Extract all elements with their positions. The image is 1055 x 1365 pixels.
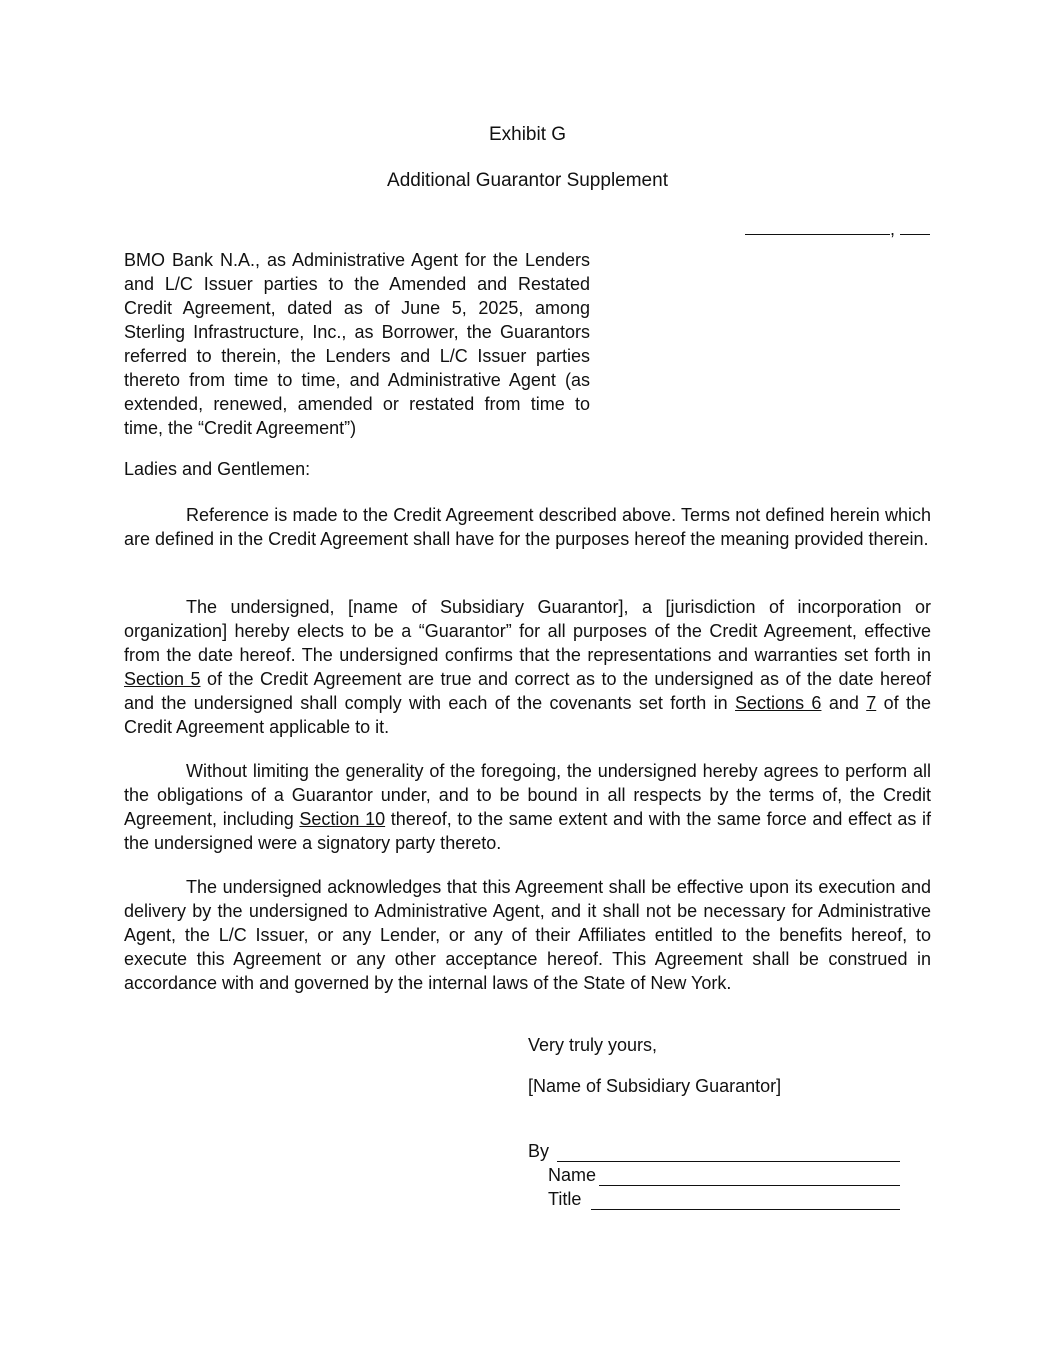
name-line [548,1165,596,1186]
paragraph-text: of the Credit Agreement are true and correct as to the undersigned as of the date hereof and the undersigned shall comply with each of the covenants set forth in [124,669,931,713]
date-line [745,216,930,240]
sections-6-reference: Sections 6 [735,693,822,713]
by-label: By [528,1141,550,1161]
paragraph-effectiveness: The undersigned acknowledges that this Agreement shall be effective upon its execution and delivery by the undersigned to Administrative Agent, and it shall not be necessary for Administrative Agent, the L/C Issuer, or any Lender, or any of their Affiliates entitled to the benefits hereof, to execute this Agreement or any other acceptance hereof. This Agreement shall be construed in accordance with and governed by the internal laws of the State of New York. [124,877,931,993]
section-10-reference: Section 10 [299,809,386,829]
exhibit-title: Exhibit G [488,124,567,145]
section-5-reference: Section 5 [124,669,201,689]
signatory-entity: [Name of Subsidiary Guarantor] [528,1076,782,1096]
year-blank [900,216,930,235]
date-separator: , [890,219,896,239]
paragraph-obligations [124,759,931,855]
date-blank [745,216,890,235]
name-label: Name [548,1165,597,1185]
paragraph-election [124,595,931,739]
paragraph-text: The undersigned, [name of Subsidiary Guarantor], a [jurisdiction of incorporation or organization] hereby elects to be a “Guarantor” for all purposes of the Credit Agreement, effective from the date hereof. The undersigned confirms that the representations and warranties set forth in [124,597,931,665]
paragraph-text: of the Credit Agreement applicable to it. [124,693,931,737]
title-line [548,1189,581,1210]
closing: Very truly yours, [528,1035,658,1055]
section-7-reference: 7 [866,693,877,713]
by-line [528,1141,549,1162]
salutation: Ladies and Gentlemen: [124,459,311,479]
paragraph-text: and [821,693,867,713]
paragraph-reference: Reference is made to the Credit Agreement described above. Terms not defined herein which are defined in the Credit Agreement shall have for the purposes hereof the meaning provided therein. [124,505,931,549]
document-title: Additional Guarantor Supplement [387,170,668,191]
paragraph-text: Without limiting the generality of the foregoing, the undersigned hereby agrees to perform all the obligations of a Guarantor under, and to be bound in all respects by the terms of, the Credit Agreement, including [124,761,931,829]
paragraph-text: thereof, to the same extent and with the same force and effect as if the undersigned were a signatory party thereto. [124,809,932,853]
addressee-block: BMO Bank N.A., as Administrative Agent for the Lenders and L/C Issuer parties to the Amended and Restated Credit Agreement, dated as of June 5, 2025, among Sterling Infrastructure, Inc., as Borrower, the Guarantors referred to therein, the Lenders and L/C Issuer parties thereto from time to time, and Administrative Agent (as extended, renewed, amended or restated from time to time, the “Credit Agreement”) [124,250,590,438]
title-label: Title [548,1189,582,1209]
